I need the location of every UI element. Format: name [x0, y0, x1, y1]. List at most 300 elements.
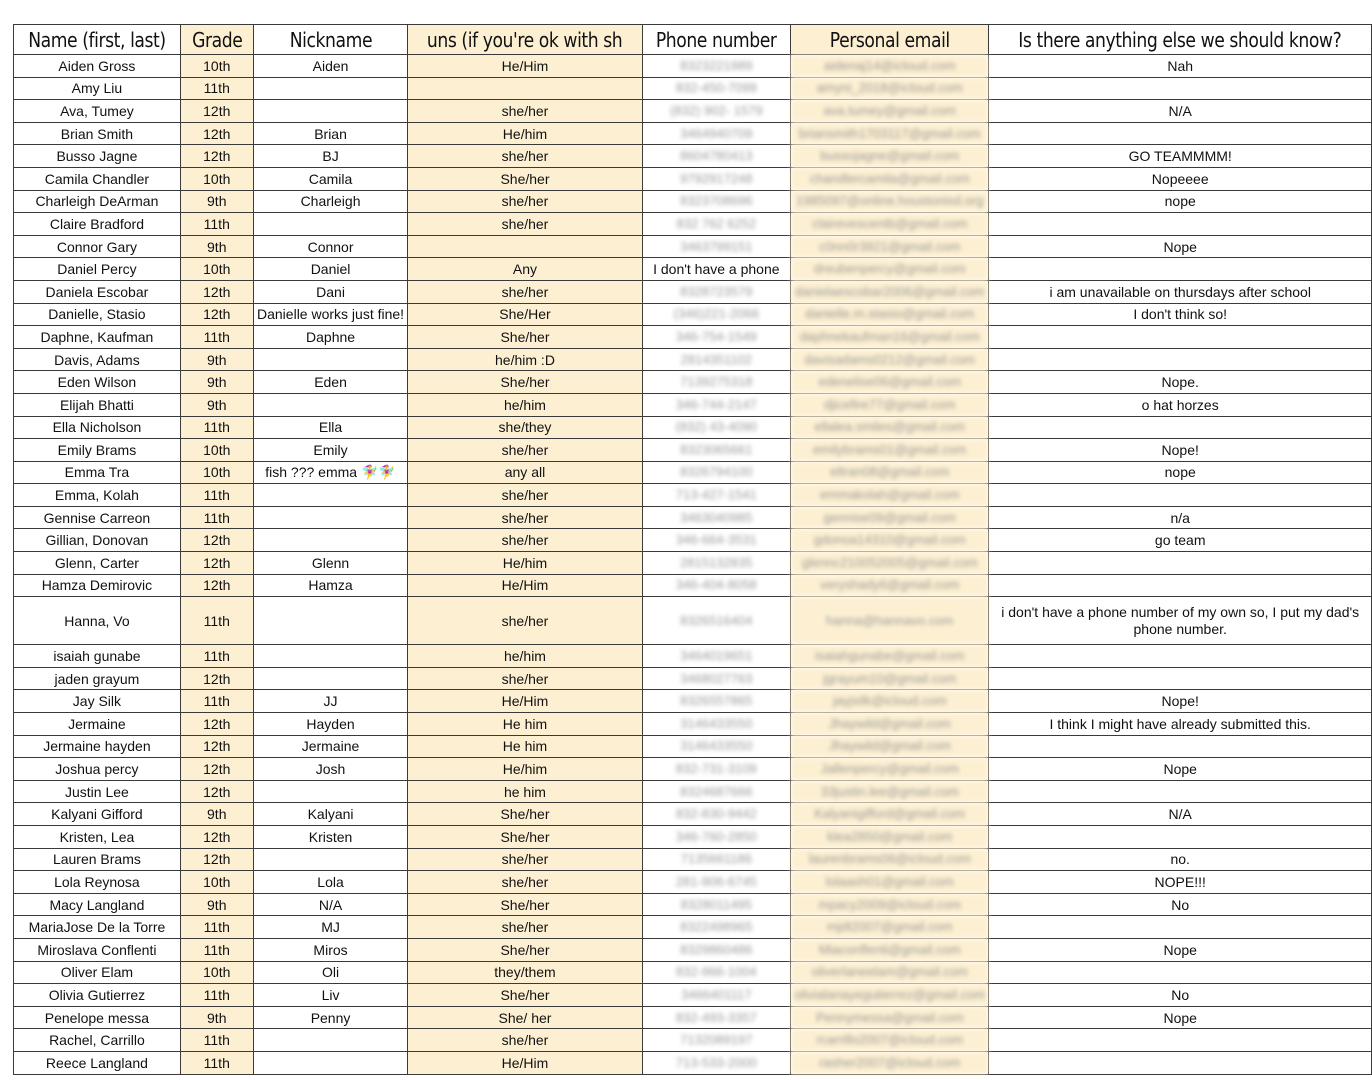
cell-pronouns[interactable]: He/him	[408, 122, 642, 145]
cell-name[interactable]: Danielle, Stasio	[14, 303, 181, 326]
cell-phone[interactable]: 8328723579	[642, 280, 791, 303]
cell-nickname[interactable]: Hayden	[253, 713, 408, 736]
cell-phone[interactable]: 832 762 6252	[642, 213, 791, 236]
cell-grade[interactable]: 9th	[180, 393, 253, 416]
cell-email[interactable]: hanna@hannavo.com	[791, 597, 989, 645]
cell-phone[interactable]: 832-966-1004	[642, 961, 791, 984]
cell-pronouns[interactable]: He/him	[408, 758, 642, 781]
cell-nickname[interactable]	[253, 848, 408, 871]
cell-phone[interactable]: 7132089197	[642, 1029, 791, 1052]
cell-phone[interactable]: 832-493-3357	[642, 1006, 791, 1029]
cell-pronouns[interactable]: She/her	[408, 984, 642, 1007]
cell-other[interactable]	[989, 484, 1372, 507]
cell-email[interactable]: olivialanayegutierrez@gmail.com	[791, 984, 989, 1007]
cell-name[interactable]: Elijah Bhatti	[14, 393, 181, 416]
cell-phone[interactable]: 832-830-9442	[642, 803, 791, 826]
cell-name[interactable]: Lola Reynosa	[14, 871, 181, 894]
cell-grade[interactable]: 11th	[180, 484, 253, 507]
cell-nickname[interactable]: JJ	[253, 690, 408, 713]
cell-email[interactable]: edenelise06@gmail.com	[791, 371, 989, 394]
cell-name[interactable]: Charleigh DeArman	[14, 190, 181, 213]
cell-other[interactable]	[989, 826, 1372, 849]
cell-name[interactable]: Daniel Percy	[14, 258, 181, 281]
cell-name[interactable]: Justin Lee	[14, 780, 181, 803]
cell-phone[interactable]: 8329860486	[642, 938, 791, 961]
cell-email[interactable]: laurenbrams06@icloud.com	[791, 848, 989, 871]
cell-phone[interactable]: 3468027763	[642, 667, 791, 690]
cell-phone[interactable]: 346-404-8058	[642, 574, 791, 597]
cell-name[interactable]: Jay Silk	[14, 690, 181, 713]
cell-email[interactable]: 1985097@online.houstonisd.org	[791, 190, 989, 213]
cell-pronouns[interactable]: She/ her	[408, 1006, 642, 1029]
cell-grade[interactable]: 10th	[180, 439, 253, 462]
cell-email[interactable]: lolaash01@gmail.com	[791, 871, 989, 894]
cell-grade[interactable]: 11th	[180, 645, 253, 668]
cell-other[interactable]: No	[989, 984, 1372, 1007]
cell-pronouns[interactable]: She/her	[408, 893, 642, 916]
cell-grade[interactable]: 9th	[180, 235, 253, 258]
cell-name[interactable]: Daphne, Kaufman	[14, 326, 181, 349]
header-other[interactable]: Is there anything else we should know?	[989, 25, 1372, 55]
cell-phone[interactable]: 7135661186	[642, 848, 791, 871]
cell-other[interactable]	[989, 416, 1372, 439]
cell-name[interactable]: Kalyani Gifford	[14, 803, 181, 826]
cell-email[interactable]: rasher2007@icloud.com	[791, 1051, 989, 1074]
cell-phone[interactable]: 9792917248	[642, 167, 791, 190]
cell-email[interactable]: ava.tumey@gmail.com	[791, 100, 989, 123]
cell-other[interactable]: GO TEAMMMM!	[989, 145, 1372, 168]
cell-nickname[interactable]: Camila	[253, 167, 408, 190]
cell-name[interactable]: Ava, Tumey	[14, 100, 181, 123]
cell-pronouns[interactable]: He him	[408, 713, 642, 736]
cell-phone[interactable]: I don't have a phone	[642, 258, 791, 281]
cell-nickname[interactable]	[253, 506, 408, 529]
cell-email[interactable]: clairevescentb@gmail.com	[791, 213, 989, 236]
cell-pronouns[interactable]: she/her	[408, 529, 642, 552]
cell-grade[interactable]: 9th	[180, 348, 253, 371]
cell-nickname[interactable]: N/A	[253, 893, 408, 916]
cell-phone[interactable]: 346-744-2147	[642, 393, 791, 416]
cell-grade[interactable]: 12th	[180, 667, 253, 690]
cell-name[interactable]: Oliver Elam	[14, 961, 181, 984]
header-pronouns[interactable]: uns (if you're ok with sh	[408, 25, 642, 55]
cell-other[interactable]: Nope	[989, 1006, 1372, 1029]
cell-phone[interactable]: 281-906-6745	[642, 871, 791, 894]
cell-other[interactable]: Nope.	[989, 371, 1372, 394]
cell-email[interactable]: 33justin.lee@gmail.com	[791, 780, 989, 803]
cell-name[interactable]: Eden Wilson	[14, 371, 181, 394]
cell-phone[interactable]: 8604780413	[642, 145, 791, 168]
cell-grade[interactable]: 12th	[180, 848, 253, 871]
cell-pronouns[interactable]: she/her	[408, 916, 642, 939]
cell-other[interactable]	[989, 326, 1372, 349]
cell-nickname[interactable]	[253, 645, 408, 668]
cell-grade[interactable]: 10th	[180, 167, 253, 190]
cell-phone[interactable]: 7139275318	[642, 371, 791, 394]
cell-phone[interactable]: 8323065661	[642, 439, 791, 462]
cell-other[interactable]: i am unavailable on thursdays after school	[989, 280, 1372, 303]
cell-name[interactable]: MariaJose De la Torre	[14, 916, 181, 939]
cell-pronouns[interactable]: she/her	[408, 667, 642, 690]
cell-phone[interactable]: 8326794100	[642, 461, 791, 484]
cell-other[interactable]: Nopeeee	[989, 167, 1372, 190]
cell-grade[interactable]: 12th	[180, 713, 253, 736]
cell-email[interactable]: aidenaj14@icloud.com	[791, 55, 989, 78]
cell-phone[interactable]: 3146433550	[642, 713, 791, 736]
cell-phone[interactable]: 713-427-1541	[642, 484, 791, 507]
header-name[interactable]: Name (first, last)	[14, 25, 181, 55]
cell-name[interactable]: Lauren Brams	[14, 848, 181, 871]
cell-grade[interactable]: 11th	[180, 984, 253, 1007]
cell-email[interactable]: danielle.m.stasio@gmail.com	[791, 303, 989, 326]
cell-grade[interactable]: 9th	[180, 893, 253, 916]
cell-nickname[interactable]	[253, 597, 408, 645]
cell-pronouns[interactable]: they/them	[408, 961, 642, 984]
cell-nickname[interactable]	[253, 780, 408, 803]
cell-pronouns[interactable]: she/her	[408, 597, 642, 645]
cell-email[interactable]: briansmith1703117@gmail.com	[791, 122, 989, 145]
cell-nickname[interactable]	[253, 1029, 408, 1052]
cell-pronouns[interactable]: She/her	[408, 167, 642, 190]
cell-other[interactable]: Nope	[989, 235, 1372, 258]
cell-email[interactable]: Pennymessa@gmail.com	[791, 1006, 989, 1029]
cell-email[interactable]: oliverlaneelam@gmail.com	[791, 961, 989, 984]
cell-name[interactable]: Davis, Adams	[14, 348, 181, 371]
cell-nickname[interactable]: Brian	[253, 122, 408, 145]
cell-grade[interactable]: 12th	[180, 100, 253, 123]
cell-nickname[interactable]	[253, 100, 408, 123]
cell-nickname[interactable]: Eden	[253, 371, 408, 394]
cell-grade[interactable]: 11th	[180, 690, 253, 713]
cell-nickname[interactable]: Hamza	[253, 574, 408, 597]
cell-phone[interactable]: 713-533-2000	[642, 1051, 791, 1074]
cell-other[interactable]: No	[989, 893, 1372, 916]
cell-pronouns[interactable]: she/her	[408, 145, 642, 168]
cell-pronouns[interactable]: He/him	[408, 552, 642, 575]
cell-phone[interactable]: (832) 43-4090	[642, 416, 791, 439]
cell-phone[interactable]: 832-450-7099	[642, 77, 791, 100]
cell-phone[interactable]: 3464019651	[642, 645, 791, 668]
cell-pronouns[interactable]: she/her	[408, 280, 642, 303]
cell-name[interactable]: jaden grayum	[14, 667, 181, 690]
cell-email[interactable]: gdonoa14310@gmail.com	[791, 529, 989, 552]
cell-nickname[interactable]: Lola	[253, 871, 408, 894]
cell-nickname[interactable]: Josh	[253, 758, 408, 781]
cell-email[interactable]: ellalea.smiles@gmail.com	[791, 416, 989, 439]
cell-other[interactable]	[989, 1051, 1372, 1074]
cell-pronouns[interactable]: Any	[408, 258, 642, 281]
cell-nickname[interactable]: Aiden	[253, 55, 408, 78]
cell-email[interactable]: glennc210052005@gmail.com	[791, 552, 989, 575]
cell-other[interactable]: Nope!	[989, 439, 1372, 462]
cell-name[interactable]: Jermaine hayden	[14, 735, 181, 758]
cell-grade[interactable]: 12th	[180, 780, 253, 803]
header-phone[interactable]: Phone number	[642, 25, 791, 55]
cell-nickname[interactable]: MJ	[253, 916, 408, 939]
cell-nickname[interactable]: Danielle works just fine!	[253, 303, 408, 326]
cell-email[interactable]: rcarrillo2007@icloud.com	[791, 1029, 989, 1052]
cell-grade[interactable]: 9th	[180, 803, 253, 826]
cell-grade[interactable]: 11th	[180, 597, 253, 645]
cell-grade[interactable]: 11th	[180, 916, 253, 939]
cell-pronouns[interactable]: She/her	[408, 826, 642, 849]
cell-name[interactable]: Glenn, Carter	[14, 552, 181, 575]
cell-phone[interactable]: 8323221989	[642, 55, 791, 78]
cell-pronouns[interactable]: She/her	[408, 803, 642, 826]
cell-other[interactable]: go team	[989, 529, 1372, 552]
cell-phone[interactable]: (346)221-2066	[642, 303, 791, 326]
cell-phone[interactable]: 8323708696	[642, 190, 791, 213]
cell-name[interactable]: Hanna, Vo	[14, 597, 181, 645]
cell-nickname[interactable]: Ella	[253, 416, 408, 439]
header-nickname[interactable]: Nickname	[253, 25, 408, 55]
cell-phone[interactable]: 3466401117	[642, 984, 791, 1007]
cell-nickname[interactable]	[253, 667, 408, 690]
cell-name[interactable]: Reece Langland	[14, 1051, 181, 1074]
cell-pronouns[interactable]: she/her	[408, 871, 642, 894]
cell-grade[interactable]: 11th	[180, 1029, 253, 1052]
cell-pronouns[interactable]: she/her	[408, 213, 642, 236]
cell-email[interactable]: isaiahgunabe@gmail.com	[791, 645, 989, 668]
cell-other[interactable]	[989, 77, 1372, 100]
cell-grade[interactable]: 12th	[180, 280, 253, 303]
cell-phone[interactable]: 346-754-1549	[642, 326, 791, 349]
cell-nickname[interactable]: Dani	[253, 280, 408, 303]
cell-email[interactable]: jayjsilk@icloud.com	[791, 690, 989, 713]
cell-phone[interactable]: 832-731-3109	[642, 758, 791, 781]
cell-email[interactable]: emilybrams01@gmail.com	[791, 439, 989, 462]
cell-pronouns[interactable]: any all	[408, 461, 642, 484]
cell-pronouns[interactable]: She/her	[408, 938, 642, 961]
cell-pronouns[interactable]: he him	[408, 780, 642, 803]
cell-pronouns[interactable]: he/him	[408, 645, 642, 668]
cell-nickname[interactable]: fish ??? emma 🧚‍♀️🧚‍♀️	[253, 461, 408, 484]
cell-nickname[interactable]: BJ	[253, 145, 408, 168]
cell-pronouns[interactable]: she/they	[408, 416, 642, 439]
cell-other[interactable]: n/a	[989, 506, 1372, 529]
cell-grade[interactable]: 9th	[180, 371, 253, 394]
cell-name[interactable]: Emma, Kolah	[14, 484, 181, 507]
cell-other[interactable]	[989, 645, 1372, 668]
cell-other[interactable]: Nah	[989, 55, 1372, 78]
cell-phone[interactable]: 2814351102	[642, 348, 791, 371]
cell-grade[interactable]: 11th	[180, 1051, 253, 1074]
cell-grade[interactable]: 11th	[180, 326, 253, 349]
cell-pronouns[interactable]: He/Him	[408, 55, 642, 78]
cell-nickname[interactable]	[253, 529, 408, 552]
cell-other[interactable]: I don't think so!	[989, 303, 1372, 326]
cell-phone[interactable]: 8326557865	[642, 690, 791, 713]
cell-phone[interactable]: 346-664-3531	[642, 529, 791, 552]
cell-email[interactable]: gennise09@gmail.com	[791, 506, 989, 529]
cell-email[interactable]: danielaescobar2006@gmail.com	[791, 280, 989, 303]
cell-name[interactable]: Olivia Gutierrez	[14, 984, 181, 1007]
cell-other[interactable]	[989, 1029, 1372, 1052]
cell-other[interactable]	[989, 552, 1372, 575]
cell-grade[interactable]: 12th	[180, 529, 253, 552]
cell-grade[interactable]: 12th	[180, 122, 253, 145]
cell-name[interactable]: Emma Tra	[14, 461, 181, 484]
cell-grade[interactable]: 10th	[180, 871, 253, 894]
cell-phone[interactable]: (832) 902- 1579	[642, 100, 791, 123]
cell-other[interactable]	[989, 916, 1372, 939]
cell-nickname[interactable]: Connor	[253, 235, 408, 258]
cell-email[interactable]: Kalyanigifford@gmail.com	[791, 803, 989, 826]
header-grade[interactable]: Grade	[180, 25, 253, 55]
cell-email[interactable]: klea2850@gmail.com	[791, 826, 989, 849]
cell-grade[interactable]: 12th	[180, 826, 253, 849]
cell-grade[interactable]: 11th	[180, 416, 253, 439]
cell-name[interactable]: Joshua percy	[14, 758, 181, 781]
cell-email[interactable]: Jhaywild@gmail.com	[791, 735, 989, 758]
cell-other[interactable]	[989, 574, 1372, 597]
cell-grade[interactable]: 9th	[180, 1006, 253, 1029]
cell-phone[interactable]: 3464940709	[642, 122, 791, 145]
cell-grade[interactable]: 11th	[180, 77, 253, 100]
cell-name[interactable]: Macy Langland	[14, 893, 181, 916]
cell-nickname[interactable]: Penny	[253, 1006, 408, 1029]
cell-name[interactable]: Gillian, Donovan	[14, 529, 181, 552]
cell-name[interactable]: Rachel, Carrillo	[14, 1029, 181, 1052]
cell-email[interactable]: Miaconflenti@gmail.com	[791, 938, 989, 961]
cell-name[interactable]: Camila Chandler	[14, 167, 181, 190]
cell-pronouns[interactable]: she/her	[408, 484, 642, 507]
cell-email[interactable]: dreubenpercy@gmail.com	[791, 258, 989, 281]
cell-nickname[interactable]: Jermaine	[253, 735, 408, 758]
cell-grade[interactable]: 12th	[180, 574, 253, 597]
cell-pronouns[interactable]: she/her	[408, 439, 642, 462]
cell-other[interactable]	[989, 258, 1372, 281]
cell-email[interactable]: eltran08@gmail.com	[791, 461, 989, 484]
cell-nickname[interactable]	[253, 393, 408, 416]
cell-other[interactable]	[989, 213, 1372, 236]
cell-email[interactable]: veryshady6@gmail.com	[791, 574, 989, 597]
cell-phone[interactable]: 8322498965	[642, 916, 791, 939]
cell-grade[interactable]: 11th	[180, 213, 253, 236]
cell-name[interactable]: Ella Nicholson	[14, 416, 181, 439]
cell-pronouns[interactable]: she/her	[408, 848, 642, 871]
cell-other[interactable]: Nope!	[989, 690, 1372, 713]
cell-phone[interactable]: 8324687666	[642, 780, 791, 803]
cell-pronouns[interactable]: He him	[408, 735, 642, 758]
cell-phone[interactable]: 3146433550	[642, 735, 791, 758]
cell-pronouns[interactable]: He/Him	[408, 1051, 642, 1074]
cell-name[interactable]: Connor Gary	[14, 235, 181, 258]
cell-grade[interactable]: 10th	[180, 55, 253, 78]
cell-name[interactable]: Gennise Carreon	[14, 506, 181, 529]
cell-pronouns[interactable]: she/her	[408, 1029, 642, 1052]
cell-nickname[interactable]: Charleigh	[253, 190, 408, 213]
cell-nickname[interactable]: Kalyani	[253, 803, 408, 826]
cell-pronouns[interactable]: he/him :D	[408, 348, 642, 371]
cell-email[interactable]: djicefire77@gmail.com	[791, 393, 989, 416]
cell-nickname[interactable]: Miros	[253, 938, 408, 961]
cell-grade[interactable]: 12th	[180, 758, 253, 781]
cell-other[interactable]: nope	[989, 190, 1372, 213]
cell-name[interactable]: Aiden Gross	[14, 55, 181, 78]
cell-other[interactable]	[989, 122, 1372, 145]
cell-nickname[interactable]: Daphne	[253, 326, 408, 349]
cell-pronouns[interactable]: She/Her	[408, 303, 642, 326]
cell-other[interactable]: Nope	[989, 938, 1372, 961]
cell-other[interactable]: NOPE!!!	[989, 871, 1372, 894]
cell-name[interactable]: Amy Liu	[14, 77, 181, 100]
cell-email[interactable]: c0nn0r3921@gmail.com	[791, 235, 989, 258]
cell-phone[interactable]: 3463799151	[642, 235, 791, 258]
cell-grade[interactable]: 10th	[180, 258, 253, 281]
cell-phone[interactable]: 8328011495	[642, 893, 791, 916]
cell-nickname[interactable]: Emily	[253, 439, 408, 462]
cell-nickname[interactable]: Kristen	[253, 826, 408, 849]
cell-other[interactable]: I think I might have already submitted this.	[989, 713, 1372, 736]
header-email[interactable]: Personal email	[791, 25, 989, 55]
cell-name[interactable]: Hamza Demirovic	[14, 574, 181, 597]
cell-email[interactable]: jgrayum10@gmail.com	[791, 667, 989, 690]
cell-email[interactable]: bussojagne@gmail.com	[791, 145, 989, 168]
cell-pronouns[interactable]: She/her	[408, 371, 642, 394]
cell-grade[interactable]: 9th	[180, 190, 253, 213]
cell-other[interactable]: nope	[989, 461, 1372, 484]
cell-name[interactable]: isaiah gunabe	[14, 645, 181, 668]
cell-other[interactable]	[989, 961, 1372, 984]
cell-phone[interactable]: 2815132835	[642, 552, 791, 575]
cell-email[interactable]: davisadams0212@gmail.com	[791, 348, 989, 371]
cell-name[interactable]: Jermaine	[14, 713, 181, 736]
cell-phone[interactable]: 346-760-2850	[642, 826, 791, 849]
cell-email[interactable]: Jhaywild@gmail.com	[791, 713, 989, 736]
cell-email[interactable]: amyni_2018@icloud.com	[791, 77, 989, 100]
cell-email[interactable]: Jallenpercy@gmail.com	[791, 758, 989, 781]
cell-nickname[interactable]: Daniel	[253, 258, 408, 281]
cell-pronouns[interactable]	[408, 235, 642, 258]
cell-name[interactable]: Claire Bradford	[14, 213, 181, 236]
cell-grade[interactable]: 10th	[180, 961, 253, 984]
cell-pronouns[interactable]: He/Him	[408, 690, 642, 713]
cell-other[interactable]: N/A	[989, 803, 1372, 826]
cell-nickname[interactable]	[253, 484, 408, 507]
cell-email[interactable]: emmakolah@gmail.com	[791, 484, 989, 507]
cell-other[interactable]	[989, 348, 1372, 371]
cell-nickname[interactable]: Glenn	[253, 552, 408, 575]
cell-nickname[interactable]	[253, 77, 408, 100]
cell-other[interactable]: N/A	[989, 100, 1372, 123]
cell-grade[interactable]: 12th	[180, 735, 253, 758]
cell-pronouns[interactable]: she/her	[408, 190, 642, 213]
cell-other[interactable]: Nope	[989, 758, 1372, 781]
cell-grade[interactable]: 11th	[180, 506, 253, 529]
cell-grade[interactable]: 11th	[180, 938, 253, 961]
cell-pronouns[interactable]: He/Him	[408, 574, 642, 597]
cell-grade[interactable]: 12th	[180, 145, 253, 168]
cell-email[interactable]: chandlercamila@gmail.com	[791, 167, 989, 190]
cell-pronouns[interactable]: he/him	[408, 393, 642, 416]
cell-name[interactable]: Busso Jagne	[14, 145, 181, 168]
cell-nickname[interactable]: Oli	[253, 961, 408, 984]
cell-email[interactable]: daphnekaufman16@gmail.com	[791, 326, 989, 349]
cell-nickname[interactable]	[253, 348, 408, 371]
cell-name[interactable]: Penelope messa	[14, 1006, 181, 1029]
cell-grade[interactable]: 12th	[180, 303, 253, 326]
cell-nickname[interactable]	[253, 1051, 408, 1074]
cell-nickname[interactable]	[253, 213, 408, 236]
cell-email[interactable]: mpacy2009@icloud.com	[791, 893, 989, 916]
cell-other[interactable]: i don't have a phone number of my own so, I put my dad's phone number.	[989, 597, 1372, 645]
cell-other[interactable]	[989, 735, 1372, 758]
cell-name[interactable]: Daniela Escobar	[14, 280, 181, 303]
cell-other[interactable]: no.	[989, 848, 1372, 871]
cell-other[interactable]: o hat horzes	[989, 393, 1372, 416]
cell-nickname[interactable]: Liv	[253, 984, 408, 1007]
